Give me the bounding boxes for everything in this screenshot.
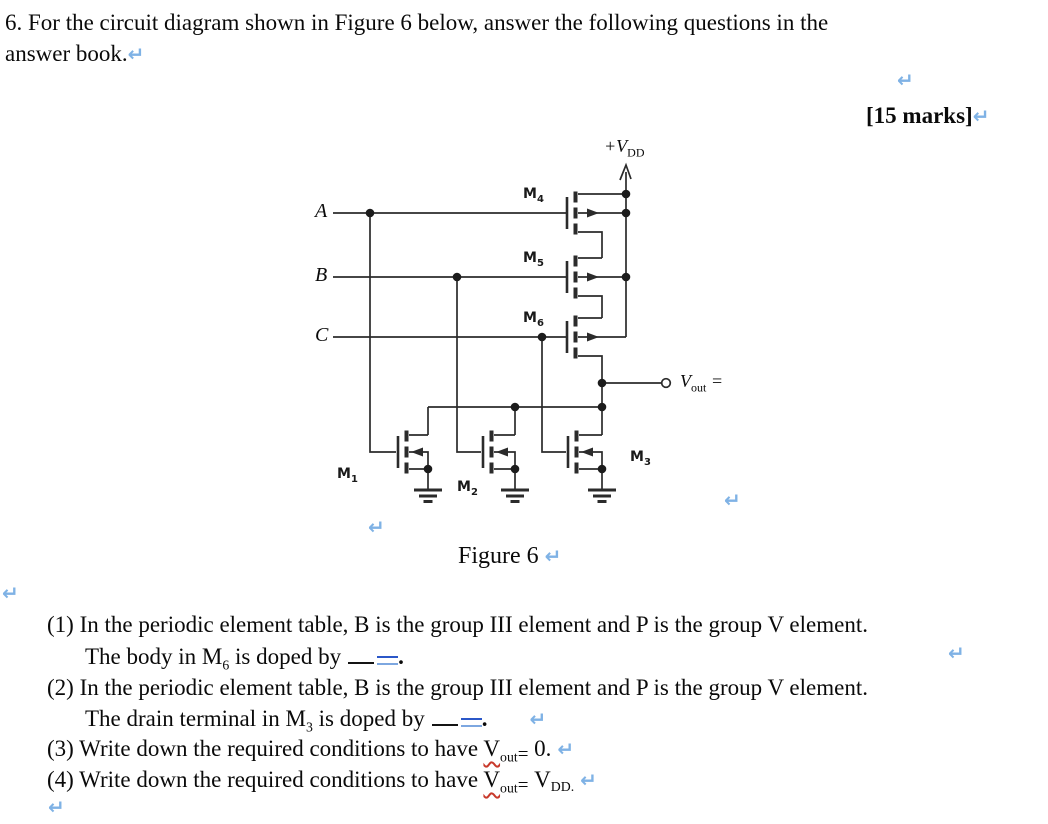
- answer-blank: [348, 648, 374, 664]
- wire-b-to-m2-gate: [457, 277, 481, 452]
- transistor-label-m5: [523, 250, 544, 269]
- question-3-text: Write down the required conditions to have: [79, 736, 484, 761]
- m3-body-arrow: [581, 448, 593, 457]
- m2-channel: [490, 447, 494, 458]
- junction-dot-a: [366, 209, 375, 218]
- m6-body-arrow: [587, 333, 599, 342]
- paragraph-mark: ↵: [529, 707, 547, 731]
- circuit-wires: [333, 172, 661, 489]
- wire-m4-source-m5-drain: [578, 232, 602, 258]
- q4-vdd-sub: DD.: [550, 779, 575, 794]
- paragraph-mark: ↵: [368, 515, 385, 539]
- question-1-text: In the periodic element table, B is the group III element and P is the group V element.: [79, 612, 868, 637]
- ground-symbol-m2: [501, 490, 529, 502]
- m6-channel: [574, 316, 578, 327]
- paragraph-mark: ↵: [544, 544, 562, 568]
- m5-sub: 5: [536, 257, 544, 269]
- vout-sub: out: [691, 380, 707, 395]
- m5-channel: [574, 288, 578, 299]
- m6-base: M: [523, 310, 537, 326]
- question-4-number: (4): [47, 767, 74, 792]
- transistor-label-m1: [337, 466, 358, 485]
- wire-c-to-m3-gate: [542, 337, 566, 452]
- vout-equals: =: [706, 371, 723, 391]
- m2-channel: [490, 463, 494, 474]
- m6-sub: 6: [536, 317, 544, 329]
- vdd-base: +V: [604, 136, 628, 156]
- junction-dot-rail-m2: [511, 403, 520, 412]
- question-4-text: Write down the required conditions to have: [79, 767, 484, 792]
- m3-base: M: [630, 449, 644, 465]
- vout-base: V: [680, 371, 691, 391]
- m4-channel: [574, 192, 578, 203]
- paragraph-mark: ↵: [724, 488, 741, 512]
- q4-vdd-base: V: [534, 767, 551, 792]
- q4-vout-base: V: [483, 767, 501, 792]
- paragraph-mark: ↵: [580, 768, 597, 792]
- junction-dot-m3-source: [598, 465, 607, 474]
- q1-line2-pre: The body in M: [85, 644, 223, 669]
- m1-body-arrow: [411, 448, 423, 457]
- junction-dot-m2-source: [511, 465, 520, 474]
- junction-dot-rail-m3: [598, 403, 607, 412]
- junction-dot-vout: [598, 379, 607, 388]
- body-arrows: [411, 209, 599, 457]
- junction-dot-b: [453, 273, 462, 282]
- wire-a-to-m1-gate: [370, 213, 396, 452]
- q3-value: 0.: [528, 736, 552, 761]
- ground-symbol-m1: [414, 490, 442, 502]
- junction-dot-vdd-3: [622, 273, 631, 282]
- question-1-number: (1): [47, 612, 74, 637]
- q2-m3-subscript: 3: [306, 719, 313, 735]
- m5-base: M: [523, 250, 537, 266]
- ground-symbol-m3: [588, 490, 616, 502]
- m6-channel: [574, 348, 578, 359]
- junction-dot-vdd-2: [622, 209, 631, 218]
- q2-line2-pre: The drain terminal in M: [85, 706, 306, 731]
- channel-segments: [405, 192, 579, 474]
- ground-symbols: [414, 490, 616, 502]
- question-2-line1: [47, 674, 868, 702]
- answer-blank: [432, 710, 458, 726]
- wire-m5-source-m6-drain: [578, 296, 602, 318]
- q2-period: .: [481, 706, 488, 731]
- question-3: [47, 735, 574, 767]
- vout-terminal-circle: [662, 379, 671, 388]
- spellcheck-vout: [483, 736, 529, 765]
- m4-sub: 4: [536, 193, 544, 205]
- m5-body-arrow: [587, 273, 599, 282]
- q4-vout-sub: out: [500, 780, 518, 796]
- grammar-mark: [461, 718, 482, 727]
- vout-label: [680, 371, 723, 396]
- q2-line2-post: is doped by: [312, 706, 425, 731]
- question-4: [47, 766, 597, 798]
- question-3-number: (3): [47, 736, 74, 761]
- m2-base: M: [457, 479, 471, 495]
- transistor-label-m2: [457, 479, 478, 498]
- m1-sub: 1: [350, 473, 358, 485]
- q4-equals: =: [517, 775, 529, 796]
- vdd-label: [604, 136, 645, 161]
- figure-caption-text: Figure 6: [458, 543, 539, 569]
- grammar-mark: [377, 656, 398, 665]
- m1-channel: [405, 447, 409, 458]
- m3-channel: [575, 431, 579, 442]
- paragraph-mark: ↵: [127, 42, 145, 66]
- m4-body-arrow: [587, 209, 599, 218]
- spellcheck-vout: [483, 767, 529, 796]
- junction-dot-c: [538, 333, 547, 342]
- paragraph-mark: ↵: [972, 104, 990, 128]
- paragraph-mark: ↵: [897, 68, 914, 92]
- m3-channel: [575, 447, 579, 458]
- m1-base: M: [337, 466, 351, 482]
- question-1-line2: [85, 643, 404, 674]
- question-intro-line2: [5, 40, 144, 68]
- transistor-label-m3: [630, 449, 651, 468]
- question-2-line2: [85, 705, 546, 736]
- paragraph-mark: ↵: [557, 737, 575, 761]
- m4-base: M: [523, 186, 537, 202]
- m4-channel: [574, 208, 578, 219]
- m1-channel: [405, 431, 409, 442]
- paragraph-mark: ↵: [948, 641, 965, 665]
- question-intro-line1: 6. For the circuit diagram shown in Figure 6 below, answer the following questions in the: [5, 10, 829, 35]
- m5-channel: [574, 272, 578, 283]
- m6-channel: [574, 332, 578, 343]
- paragraph-mark: ↵: [2, 581, 19, 605]
- m2-sub: 2: [470, 486, 478, 498]
- input-label-a: A: [315, 200, 328, 222]
- m3-channel: [575, 463, 579, 474]
- q3-vout-sub: out: [500, 749, 518, 765]
- paragraph-mark: ↵: [48, 795, 65, 819]
- transistor-label-m4: [523, 186, 544, 205]
- junction-dot-vdd-1: [622, 190, 631, 199]
- m5-channel: [574, 256, 578, 267]
- q1-m6-subscript: 6: [222, 657, 230, 673]
- figure-caption: [458, 543, 561, 570]
- marks-label: [866, 102, 989, 130]
- wire-m3-source: [579, 469, 602, 489]
- question-1-line1: [47, 611, 868, 639]
- q1-period: .: [398, 644, 404, 669]
- m2-body-arrow: [496, 448, 508, 457]
- marks-text: [15 marks]: [866, 103, 973, 128]
- m1-channel: [405, 463, 409, 474]
- q3-equals: =: [517, 744, 529, 765]
- vdd-sub: DD: [627, 145, 645, 160]
- question-2-text: In the periodic element table, B is the group III element and P is the group V element.: [79, 675, 868, 700]
- input-label-b: B: [315, 264, 328, 286]
- wire-m6-source-vout: [578, 356, 602, 383]
- q1-line2-post: is doped by: [229, 644, 342, 669]
- intro-line2-text: answer book.: [5, 41, 128, 66]
- question-2-number: (2): [47, 675, 74, 700]
- q3-vout-base: V: [483, 736, 501, 761]
- m3-sub: 3: [643, 456, 651, 468]
- m2-channel: [490, 431, 494, 442]
- transistor-label-m6: [523, 310, 544, 329]
- junction-dot-m1-source: [424, 465, 433, 474]
- wire-m2-source: [494, 469, 515, 489]
- input-label-c: C: [315, 324, 329, 346]
- m4-channel: [574, 224, 578, 235]
